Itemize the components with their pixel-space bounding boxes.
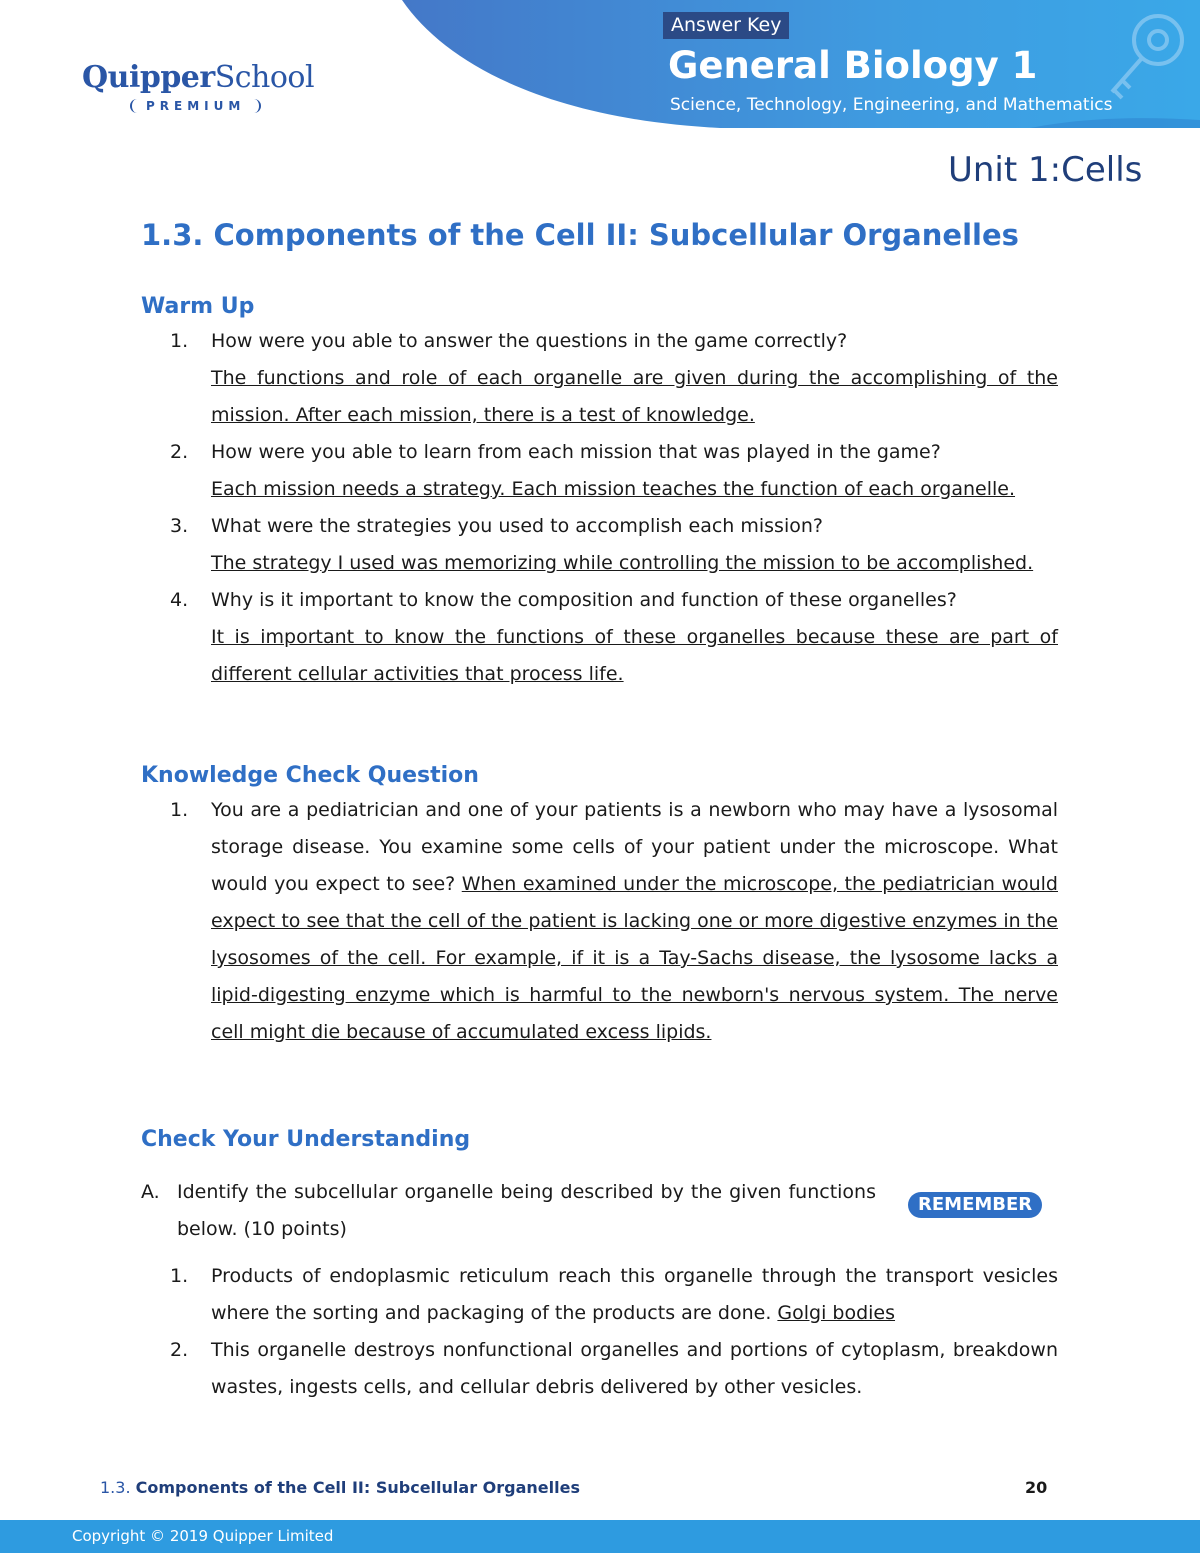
item-number: 1. [170, 330, 189, 352]
footer-section-name: Components of the Cell II: Subcellular Organelles [135, 1478, 580, 1497]
unit-title: Unit 1:Cells [948, 150, 1143, 190]
question-text: Why is it important to know the composition and function of these organelles? [211, 589, 957, 611]
list-item [170, 582, 1058, 693]
item-number: 1. [170, 799, 189, 821]
warm-up-list [170, 323, 1058, 693]
answer-text: It is important to know the functions of these organelles because these are part of different cellular activities that process life. [211, 626, 1058, 685]
answer-text: Golgi bodies [777, 1302, 896, 1324]
item-number: 4. [170, 589, 189, 611]
footer-section-title [100, 1478, 580, 1497]
question-text: Products of endoplasmic reticulum reach this organelle through the transport vesicles where the sorting and packaging of the products are done. [211, 1265, 1058, 1324]
question-answer-paragraph [211, 1258, 1058, 1332]
instruction-text: Identify the subcellular organelle being described by the given functions below. (10 points) [177, 1181, 876, 1240]
remember-badge: REMEMBER [908, 1192, 1042, 1218]
warm-up-heading: Warm Up [141, 294, 255, 319]
logo-brand: Quipper [82, 60, 215, 95]
copyright-text: Copyright © 2019 Quipper Limited [72, 1527, 334, 1545]
item-number: 1. [170, 1265, 189, 1287]
question-text: You are a pediatrician and one of your patients is a newborn who may have a lysosomal storage disease. You examine some cells of your patient under the microscope. What would you expect to see? [211, 799, 1058, 895]
list-item [170, 1258, 1058, 1332]
question-answer-paragraph [211, 1332, 1058, 1406]
answer-text: Each mission needs a strategy. Each mission teaches the function of each organelle. [211, 478, 1016, 500]
question-text: This organelle destroys nonfunctional organelles and portions of cytoplasm, breakdown wastes, ingests cells, and cellular debris delivered by other vesicles. [211, 1339, 1058, 1398]
part-label: A. [141, 1181, 160, 1203]
footer-section-number: 1.3. [100, 1478, 131, 1497]
quipper-school-logo [82, 60, 314, 114]
course-title: General Biology 1 [668, 44, 1038, 87]
list-item [170, 508, 1058, 582]
logo-word: School [214, 60, 315, 95]
list-item [170, 1332, 1058, 1406]
item-number: 2. [170, 1339, 189, 1361]
knowledge-check-list [170, 792, 1058, 1051]
check-understanding-list [170, 1258, 1058, 1406]
list-item [170, 792, 1058, 1051]
knowledge-check-heading: Knowledge Check Question [141, 763, 479, 788]
answer-text: The strategy I used was memorizing while controlling the mission to be accomplished. [211, 552, 1034, 574]
section-title: 1.3. Components of the Cell II: Subcellular Organelles [141, 218, 1019, 252]
question-text: How were you able to learn from each mission that was played in the game? [211, 441, 941, 463]
item-number: 2. [170, 441, 189, 463]
page-number: 20 [1025, 1478, 1048, 1497]
answer-text: The functions and role of each organelle are given during the accomplishing of the mission. After each mission, there is a test of knowledge. [211, 367, 1058, 426]
question-text: How were you able to answer the questions in the game correctly? [211, 330, 848, 352]
question-text: What were the strategies you used to accomplish each mission? [211, 515, 823, 537]
list-item [170, 434, 1058, 508]
course-subtitle: Science, Technology, Engineering, and Mathematics [670, 95, 1113, 115]
part-a-instruction [141, 1174, 876, 1248]
logo-premium-tag: PREMIUM [130, 99, 261, 113]
answer-text: When examined under the microscope, the pediatrician would expect to see that the cell of the patient is lacking one or more digestive enzymes in the lysosomes of the cell. For example, if it is a Tay-Sachs disease, the lysosome lacks a lipid-digesting enzyme which is harmful to the newborn's nervous system. The nerve cell might die because of accumulated excess lipids. [211, 873, 1058, 1043]
question-answer-paragraph [211, 792, 1058, 1051]
answer-key-label: Answer Key [663, 12, 789, 39]
check-understanding-heading: Check Your Understanding [141, 1127, 471, 1152]
item-number: 3. [170, 515, 189, 537]
list-item [170, 323, 1058, 434]
